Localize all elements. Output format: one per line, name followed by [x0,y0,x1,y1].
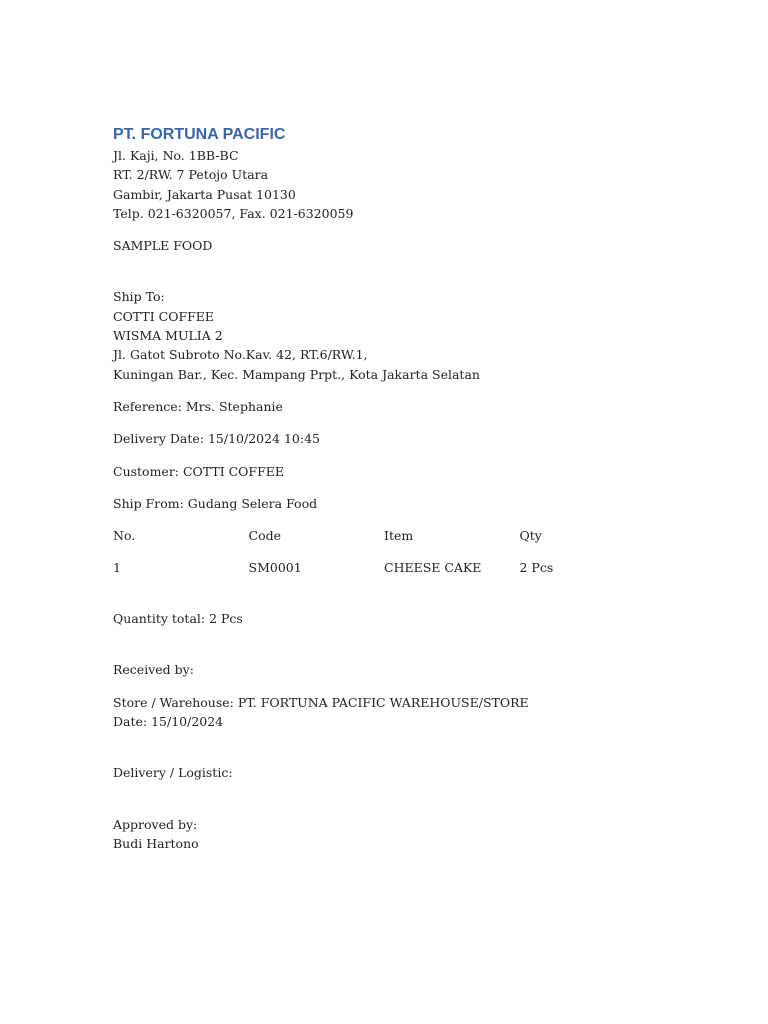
header-item: Item [384,528,414,544]
row-item: CHEESE CAKE [384,560,482,576]
header-no: No. [113,528,136,544]
header-qty: Qty [519,528,542,544]
ship-to-line: Kuningan Bar., Kec. Mampang Prpt., Kota Jakarta Selatan [113,366,480,382]
row-no: 1 [113,560,121,576]
table-header-row [113,526,713,545]
store-warehouse: Store / Warehouse: PT. FORTUNA PACIFIC WAREHOUSE/STORE [113,694,529,710]
delivery-date: Delivery Date: 15/10/2024 10:45 [113,431,321,447]
approved-by-label: Approved by: [113,816,198,832]
company-name: PT. FORTUNA PACIFIC [113,126,286,143]
delivery-note [113,124,713,853]
quantity-total: Quantity total: 2 Pcs [113,611,243,627]
company-address [113,146,713,223]
delivery-logistic-label: Delivery / Logistic: [113,765,233,781]
customer: Customer: COTTI COFFEE [113,463,285,479]
approver-name: Budi Hartono [113,835,199,851]
company-phone-fax: Telp. 021-6320057, Fax. 021-6320059 [113,205,354,221]
date: Date: 15/10/2024 [113,714,224,730]
ship-from: Ship From: Gudang Selera Food [113,495,318,511]
row-code: SM0001 [248,560,302,576]
address-line: Jl. Kaji, No. 1BB-BC [113,148,239,163]
received-by-label: Received by: [113,662,194,678]
header-code: Code [248,528,281,544]
row-qty: 2 Pcs [519,560,554,576]
items-table [113,526,713,577]
document-type: SAMPLE FOOD [113,238,213,254]
reference: Reference: Mrs. Stephanie [113,398,283,414]
ship-to-label: Ship To: [113,289,165,305]
ship-to-block [113,287,713,383]
address-line: RT. 2/RW. 7 Petojo Utara [113,167,269,183]
table-row [113,558,713,577]
address-line: Gambir, Jakarta Pusat 10130 [113,186,296,202]
ship-to-line: COTTI COFFEE [113,308,215,324]
ship-to-line: Jl. Gatot Subroto No.Kav. 42, RT.6/RW.1, [113,347,368,363]
ship-to-line: WISMA MULIA 2 [113,328,223,344]
